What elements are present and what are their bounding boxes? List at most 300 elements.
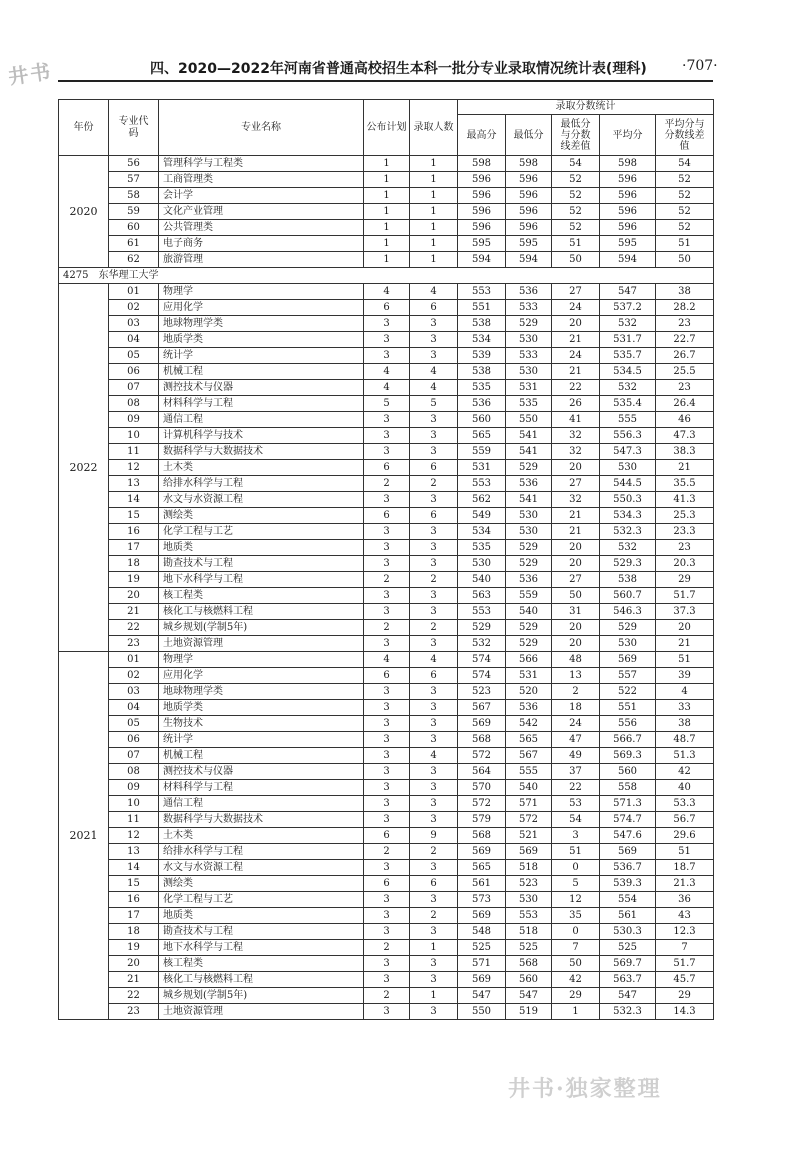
name-cell: 水文与水资源工程 (159, 492, 364, 508)
code-cell: 08 (109, 764, 159, 780)
table-row (59, 700, 714, 716)
plan-cell: 3 (364, 956, 410, 972)
max-cell: 549 (458, 508, 506, 524)
avg_diff-cell: 43 (656, 908, 714, 924)
min_diff-cell: 27 (552, 284, 600, 300)
max-cell: 547 (458, 988, 506, 1004)
table-row (59, 508, 714, 524)
avg-cell: 539.3 (600, 876, 656, 892)
admitted-cell: 2 (410, 476, 458, 492)
admitted-cell: 3 (410, 540, 458, 556)
admitted-cell: 1 (410, 204, 458, 220)
admitted-cell: 3 (410, 588, 458, 604)
admitted-cell: 3 (410, 348, 458, 364)
plan-cell: 3 (364, 972, 410, 988)
name-cell: 生物技术 (159, 716, 364, 732)
name-cell: 应用化学 (159, 668, 364, 684)
admission-table (58, 99, 714, 1020)
min_diff-cell: 7 (552, 940, 600, 956)
code-cell: 62 (109, 252, 159, 268)
plan-cell: 1 (364, 252, 410, 268)
admitted-cell: 1 (410, 252, 458, 268)
min-cell: 565 (506, 732, 552, 748)
max-cell: 569 (458, 908, 506, 924)
avg-cell: 594 (600, 252, 656, 268)
avg-cell: 538 (600, 572, 656, 588)
plan-cell: 1 (364, 188, 410, 204)
admitted-cell: 3 (410, 860, 458, 876)
avg-cell: 555 (600, 412, 656, 428)
table-row (59, 668, 714, 684)
admitted-cell: 3 (410, 332, 458, 348)
table-row (59, 364, 714, 380)
max-cell: 534 (458, 332, 506, 348)
min_diff-cell: 35 (552, 908, 600, 924)
plan-cell: 5 (364, 396, 410, 412)
avg-cell: 598 (600, 156, 656, 172)
code-cell: 14 (109, 492, 159, 508)
avg-cell: 531.7 (600, 332, 656, 348)
plan-cell: 3 (364, 556, 410, 572)
avg_diff-cell: 46 (656, 412, 714, 428)
avg-cell: 535.4 (600, 396, 656, 412)
min-cell: 529 (506, 556, 552, 572)
avg_diff-cell: 52 (656, 204, 714, 220)
code-cell: 17 (109, 540, 159, 556)
max-cell: 579 (458, 812, 506, 828)
name-cell: 测控技术与仪器 (159, 764, 364, 780)
table-row (59, 492, 714, 508)
max-cell: 596 (458, 188, 506, 204)
avg-cell: 532.3 (600, 524, 656, 540)
plan-cell: 3 (364, 412, 410, 428)
avg-cell: 558 (600, 780, 656, 796)
name-cell: 统计学 (159, 732, 364, 748)
code-cell: 02 (109, 668, 159, 684)
table-row (59, 1004, 714, 1020)
min_diff-cell: 20 (552, 540, 600, 556)
admitted-cell: 3 (410, 492, 458, 508)
admitted-cell: 3 (410, 316, 458, 332)
max-cell: 534 (458, 524, 506, 540)
min-cell: 541 (506, 444, 552, 460)
plan-cell: 2 (364, 988, 410, 1004)
avg-cell: 596 (600, 220, 656, 236)
code-cell: 15 (109, 876, 159, 892)
avg_diff-cell: 42 (656, 764, 714, 780)
avg-cell: 522 (600, 684, 656, 700)
min_diff-cell: 52 (552, 204, 600, 220)
max-cell: 550 (458, 1004, 506, 1020)
max-cell: 595 (458, 236, 506, 252)
avg-cell: 536.7 (600, 860, 656, 876)
avg-cell: 596 (600, 188, 656, 204)
avg_diff-cell: 51.3 (656, 748, 714, 764)
min-cell: 529 (506, 460, 552, 476)
min-cell: 536 (506, 284, 552, 300)
min_diff-cell: 50 (552, 588, 600, 604)
code-cell: 58 (109, 188, 159, 204)
header-min: 最低分 (506, 115, 552, 156)
name-cell: 旅游管理 (159, 252, 364, 268)
avg_diff-cell: 23 (656, 316, 714, 332)
min_diff-cell: 49 (552, 748, 600, 764)
name-cell: 材料科学与工程 (159, 396, 364, 412)
name-cell: 核化工与核燃料工程 (159, 604, 364, 620)
plan-cell: 2 (364, 620, 410, 636)
avg_diff-cell: 29 (656, 988, 714, 1004)
min-cell: 530 (506, 364, 552, 380)
max-cell: 560 (458, 412, 506, 428)
plan-cell: 6 (364, 876, 410, 892)
avg-cell: 574.7 (600, 812, 656, 828)
avg-cell: 569.3 (600, 748, 656, 764)
code-cell: 16 (109, 524, 159, 540)
admitted-cell: 3 (410, 604, 458, 620)
avg_diff-cell: 40 (656, 780, 714, 796)
max-cell: 553 (458, 604, 506, 620)
code-cell: 15 (109, 508, 159, 524)
code-cell: 09 (109, 780, 159, 796)
code-cell: 01 (109, 652, 159, 668)
table-row (59, 188, 714, 204)
min_diff-cell: 32 (552, 444, 600, 460)
min_diff-cell: 27 (552, 476, 600, 492)
header-name: 专业名称 (159, 100, 364, 156)
min_diff-cell: 22 (552, 780, 600, 796)
avg-cell: 571.3 (600, 796, 656, 812)
name-cell: 机械工程 (159, 748, 364, 764)
min-cell: 535 (506, 396, 552, 412)
name-cell: 城乡规划(学制5年) (159, 988, 364, 1004)
table-row (59, 220, 714, 236)
name-cell: 数据科学与大数据技术 (159, 812, 364, 828)
max-cell: 565 (458, 428, 506, 444)
max-cell: 572 (458, 796, 506, 812)
avg_diff-cell: 38.3 (656, 444, 714, 460)
table-row (59, 588, 714, 604)
plan-cell: 3 (364, 540, 410, 556)
code-cell: 56 (109, 156, 159, 172)
code-cell: 04 (109, 700, 159, 716)
code-cell: 08 (109, 396, 159, 412)
name-cell: 应用化学 (159, 300, 364, 316)
max-cell: 523 (458, 684, 506, 700)
code-cell: 04 (109, 332, 159, 348)
avg-cell: 569.7 (600, 956, 656, 972)
admitted-cell: 1 (410, 188, 458, 204)
name-cell: 勘查技术与工程 (159, 556, 364, 572)
avg-cell: 530 (600, 460, 656, 476)
table-row (59, 204, 714, 220)
name-cell: 物理学 (159, 284, 364, 300)
avg_diff-cell: 26.7 (656, 348, 714, 364)
name-cell: 土地资源管理 (159, 636, 364, 652)
table-row (59, 444, 714, 460)
code-cell: 21 (109, 604, 159, 620)
avg-cell: 532 (600, 380, 656, 396)
plan-cell: 3 (364, 860, 410, 876)
name-cell: 给排水科学与工程 (159, 476, 364, 492)
min-cell: 530 (506, 508, 552, 524)
max-cell: 570 (458, 780, 506, 796)
max-cell: 525 (458, 940, 506, 956)
admitted-cell: 4 (410, 380, 458, 396)
code-cell: 59 (109, 204, 159, 220)
avg_diff-cell: 38 (656, 284, 714, 300)
table-row (59, 284, 714, 300)
table-row (59, 796, 714, 812)
min-cell: 521 (506, 828, 552, 844)
name-cell: 公共管理类 (159, 220, 364, 236)
min_diff-cell: 20 (552, 620, 600, 636)
max-cell: 535 (458, 540, 506, 556)
admitted-cell: 2 (410, 908, 458, 924)
code-cell: 06 (109, 364, 159, 380)
avg-cell: 529 (600, 620, 656, 636)
min-cell: 566 (506, 652, 552, 668)
admitted-cell: 3 (410, 684, 458, 700)
max-cell: 564 (458, 764, 506, 780)
table-row (59, 748, 714, 764)
avg_diff-cell: 21.3 (656, 876, 714, 892)
avg_diff-cell: 20.3 (656, 556, 714, 572)
table-row (59, 524, 714, 540)
min-cell: 541 (506, 492, 552, 508)
name-cell: 地质学类 (159, 700, 364, 716)
table-row (59, 412, 714, 428)
name-cell: 地质学类 (159, 332, 364, 348)
max-cell: 569 (458, 716, 506, 732)
table-row (59, 924, 714, 940)
min-cell: 540 (506, 780, 552, 796)
table-row (59, 316, 714, 332)
min_diff-cell: 27 (552, 572, 600, 588)
plan-cell: 1 (364, 172, 410, 188)
code-cell: 21 (109, 972, 159, 988)
min_diff-cell: 37 (552, 764, 600, 780)
admitted-cell: 2 (410, 572, 458, 588)
name-cell: 土木类 (159, 460, 364, 476)
min_diff-cell: 52 (552, 188, 600, 204)
admitted-cell: 1 (410, 156, 458, 172)
avg-cell: 530 (600, 636, 656, 652)
table-row (59, 156, 714, 172)
avg_diff-cell: 20 (656, 620, 714, 636)
min_diff-cell: 12 (552, 892, 600, 908)
min-cell: 523 (506, 876, 552, 892)
code-cell: 13 (109, 844, 159, 860)
admitted-cell: 1 (410, 236, 458, 252)
header-score-stats: 录取分数统计 (458, 100, 714, 115)
min-cell: 568 (506, 956, 552, 972)
min_diff-cell: 26 (552, 396, 600, 412)
avg-cell: 547 (600, 988, 656, 1004)
min-cell: 530 (506, 892, 552, 908)
avg-cell: 560.7 (600, 588, 656, 604)
admitted-cell: 2 (410, 620, 458, 636)
page-number: ·707· (682, 58, 718, 74)
name-cell: 核化工与核燃料工程 (159, 972, 364, 988)
avg-cell: 537.2 (600, 300, 656, 316)
plan-cell: 3 (364, 316, 410, 332)
code-cell: 16 (109, 892, 159, 908)
code-cell: 11 (109, 444, 159, 460)
table-row (59, 556, 714, 572)
admitted-cell: 2 (410, 844, 458, 860)
admitted-cell: 1 (410, 172, 458, 188)
min-cell: 519 (506, 1004, 552, 1020)
admitted-cell: 4 (410, 748, 458, 764)
name-cell: 统计学 (159, 348, 364, 364)
table-row (59, 428, 714, 444)
name-cell: 管理科学与工程类 (159, 156, 364, 172)
admitted-cell: 3 (410, 764, 458, 780)
min_diff-cell: 51 (552, 236, 600, 252)
min-cell: 529 (506, 316, 552, 332)
min-cell: 571 (506, 796, 552, 812)
avg_diff-cell: 52 (656, 172, 714, 188)
code-cell: 10 (109, 796, 159, 812)
name-cell: 地质类 (159, 908, 364, 924)
plan-cell: 3 (364, 492, 410, 508)
code-cell: 09 (109, 412, 159, 428)
code-cell: 20 (109, 588, 159, 604)
min_diff-cell: 20 (552, 316, 600, 332)
admitted-cell: 3 (410, 700, 458, 716)
avg_diff-cell: 48.7 (656, 732, 714, 748)
min-cell: 529 (506, 620, 552, 636)
avg_diff-cell: 47.3 (656, 428, 714, 444)
plan-cell: 3 (364, 748, 410, 764)
name-cell: 地下水科学与工程 (159, 572, 364, 588)
max-cell: 574 (458, 652, 506, 668)
avg_diff-cell: 18.7 (656, 860, 714, 876)
admitted-cell: 5 (410, 396, 458, 412)
min-cell: 533 (506, 300, 552, 316)
admitted-cell: 6 (410, 668, 458, 684)
min-cell: 555 (506, 764, 552, 780)
min-cell: 559 (506, 588, 552, 604)
header-year: 年份 (59, 100, 109, 156)
max-cell: 598 (458, 156, 506, 172)
table-row (59, 348, 714, 364)
plan-cell: 3 (364, 780, 410, 796)
min_diff-cell: 54 (552, 812, 600, 828)
plan-cell: 3 (364, 444, 410, 460)
plan-cell: 4 (364, 284, 410, 300)
table-row (59, 876, 714, 892)
max-cell: 553 (458, 476, 506, 492)
min-cell: 596 (506, 220, 552, 236)
min-cell: 518 (506, 924, 552, 940)
avg-cell: 569 (600, 844, 656, 860)
table-row (59, 812, 714, 828)
admitted-cell: 4 (410, 284, 458, 300)
min-cell: 598 (506, 156, 552, 172)
min_diff-cell: 47 (552, 732, 600, 748)
footer-watermark: 井书·独家整理 (508, 1076, 662, 1102)
name-cell: 水文与水资源工程 (159, 860, 364, 876)
avg_diff-cell: 53.3 (656, 796, 714, 812)
table-row (59, 476, 714, 492)
table-row (59, 572, 714, 588)
code-cell: 10 (109, 428, 159, 444)
name-cell: 地下水科学与工程 (159, 940, 364, 956)
max-cell: 596 (458, 220, 506, 236)
max-cell: 548 (458, 924, 506, 940)
table-row (59, 940, 714, 956)
plan-cell: 3 (364, 332, 410, 348)
min-cell: 569 (506, 844, 552, 860)
min_diff-cell: 52 (552, 220, 600, 236)
table-row (59, 988, 714, 1004)
name-cell: 地球物理学类 (159, 316, 364, 332)
name-cell: 地质类 (159, 540, 364, 556)
code-cell: 23 (109, 636, 159, 652)
table-row (59, 764, 714, 780)
name-cell: 电子商务 (159, 236, 364, 252)
avg_diff-cell: 29 (656, 572, 714, 588)
max-cell: 562 (458, 492, 506, 508)
max-cell: 529 (458, 620, 506, 636)
code-cell: 22 (109, 620, 159, 636)
max-cell: 569 (458, 972, 506, 988)
table-row (59, 604, 714, 620)
admitted-cell: 3 (410, 636, 458, 652)
min_diff-cell: 29 (552, 988, 600, 1004)
max-cell: 540 (458, 572, 506, 588)
min_diff-cell: 53 (552, 796, 600, 812)
max-cell: 532 (458, 636, 506, 652)
avg-cell: 551 (600, 700, 656, 716)
year-cell: 2021 (59, 652, 109, 1020)
name-cell: 通信工程 (159, 796, 364, 812)
admitted-cell: 9 (410, 828, 458, 844)
code-cell: 05 (109, 716, 159, 732)
plan-cell: 3 (364, 716, 410, 732)
code-cell: 03 (109, 684, 159, 700)
avg_diff-cell: 23 (656, 380, 714, 396)
max-cell: 568 (458, 732, 506, 748)
min-cell: 536 (506, 572, 552, 588)
avg-cell: 530.3 (600, 924, 656, 940)
admitted-cell: 1 (410, 940, 458, 956)
max-cell: 538 (458, 316, 506, 332)
max-cell: 568 (458, 828, 506, 844)
admitted-cell: 3 (410, 412, 458, 428)
avg-cell: 557 (600, 668, 656, 684)
avg-cell: 547.3 (600, 444, 656, 460)
name-cell: 机械工程 (159, 364, 364, 380)
avg_diff-cell: 38 (656, 716, 714, 732)
max-cell: 551 (458, 300, 506, 316)
plan-cell: 1 (364, 220, 410, 236)
avg_diff-cell: 52 (656, 188, 714, 204)
min-cell: 542 (506, 716, 552, 732)
plan-cell: 3 (364, 796, 410, 812)
plan-cell: 3 (364, 604, 410, 620)
min-cell: 567 (506, 748, 552, 764)
max-cell: 535 (458, 380, 506, 396)
header-min-diff: 最低分与分数线差值 (552, 115, 600, 156)
header-max: 最高分 (458, 115, 506, 156)
min-cell: 596 (506, 204, 552, 220)
avg_diff-cell: 36 (656, 892, 714, 908)
plan-cell: 6 (364, 460, 410, 476)
min-cell: 560 (506, 972, 552, 988)
name-cell: 测绘类 (159, 508, 364, 524)
